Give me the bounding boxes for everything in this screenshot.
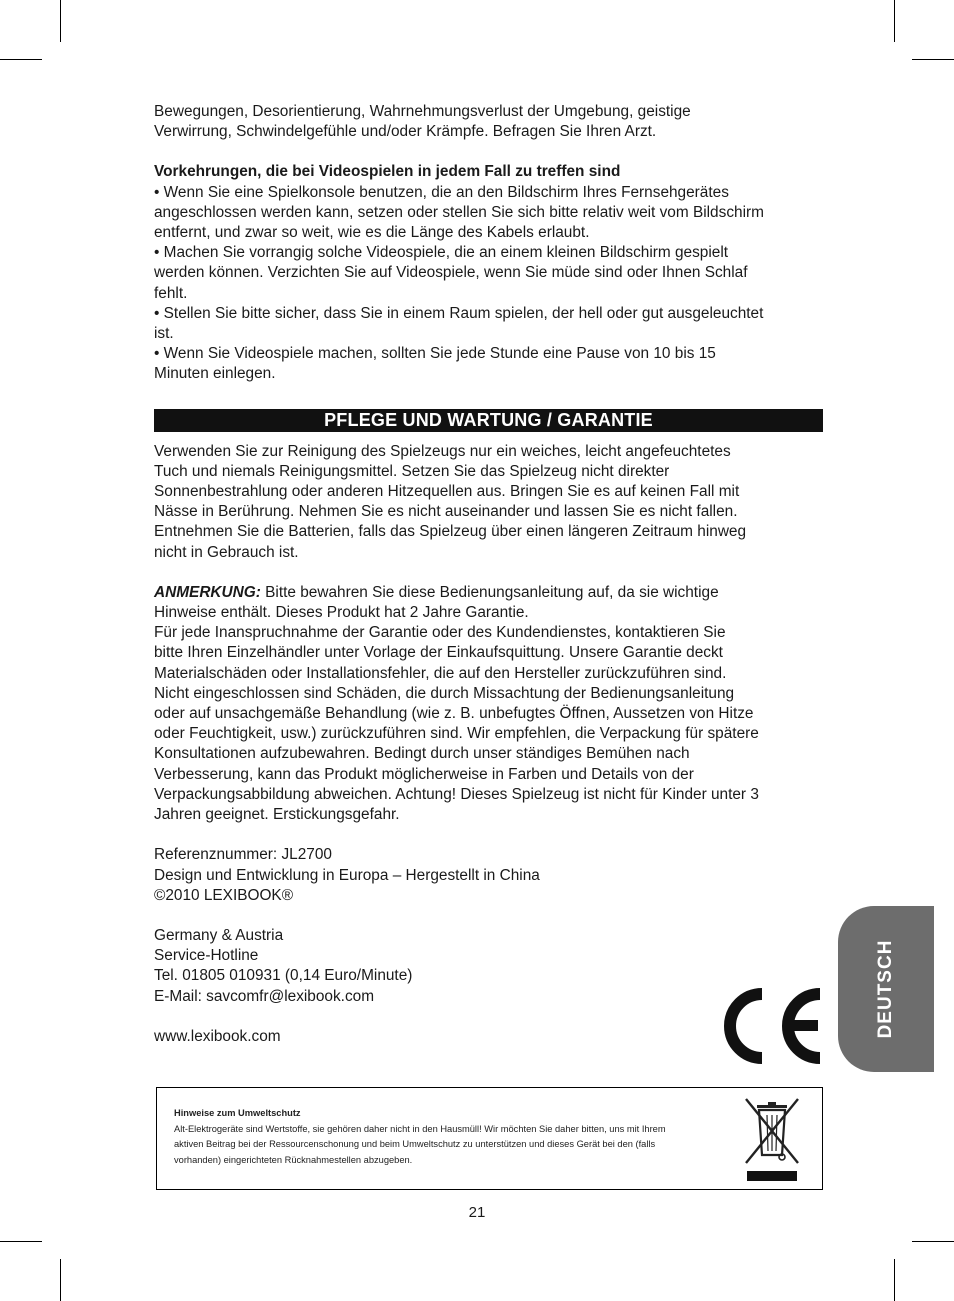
bullet-line: entfernt, und zwar so weit, wie es die Länge des Kabels erlaubt. xyxy=(154,224,590,242)
reference-number: Referenznummer: JL2700 xyxy=(154,846,332,864)
care-line: Sonnenbestrahlung oder anderen Hitzequellen aus. Bringen Sie es auf keinen Fall mit xyxy=(154,483,740,501)
note-first-line xyxy=(154,583,826,603)
bullet-line: werden können. Verzichten Sie auf Videospiele, wenn Sie müde sind oder Ihnen Schlaf xyxy=(154,264,748,282)
crop-mark xyxy=(912,59,954,60)
language-tab xyxy=(838,906,934,1072)
contact-email: E-Mail: savcomfr@lexibook.com xyxy=(154,987,375,1005)
crop-mark xyxy=(912,1241,954,1242)
note-label: ANMERKUNG: xyxy=(154,583,261,601)
crop-mark xyxy=(0,1241,42,1242)
crop-mark xyxy=(894,0,895,42)
contact-tel: Tel. 01805 010931 (0,14 Euro/Minute) xyxy=(154,967,413,985)
note-line: Jahren geeignet. Erstickungsgefahr. xyxy=(154,806,400,824)
crossed-out-wheelie-bin-icon xyxy=(742,1097,802,1185)
environment-notice-line: Alt-Elektrogeräte sind Wertstoffe, sie gehören daher nicht in den Hausmüll! Wir möchten Sie daher bitten, uns mit Ihrem xyxy=(174,1123,666,1134)
website-link: www.lexibook.com xyxy=(154,1027,281,1045)
environment-notice-line: vorhanden) eingerichteten Rücknahmestellen abzugeben. xyxy=(174,1154,413,1165)
crop-mark xyxy=(60,0,61,42)
page-content xyxy=(154,102,826,1047)
bullet-line: angeschlossen werden kann, setzen oder stellen Sie sich bitte relativ weit vom Bildschirm xyxy=(154,203,764,221)
section-title-bar: PFLEGE UND WARTUNG / GARANTIE xyxy=(154,409,823,432)
care-line: Nässe in Berührung. Nehmen Sie es nicht auseinander und lassen Sie es nicht fallen. xyxy=(154,503,738,521)
note-line: Konsultationen aufzubewahren. Bedingt durch unser ständiges Bemühen nach xyxy=(154,745,690,763)
contact-hotline: Service-Hotline xyxy=(154,947,259,965)
note-line: Hinweise enthält. Dieses Produkt hat 2 Jahre Garantie. xyxy=(154,604,529,622)
note-line: Für jede Inanspruchnahme der Garantie oder des Kundendienstes, kontaktieren Sie xyxy=(154,624,726,642)
note-line: oder auf unsachgemäße Behandlung (wie z. B. unbefugtes Öffnen, Aussetzen von Hitze xyxy=(154,705,754,723)
precautions-heading: Vorkehrungen, die bei Videospielen in jedem Fall zu treffen sind xyxy=(154,163,621,181)
bullet-line: Minuten einlegen. xyxy=(154,365,276,383)
contact-region: Germany & Austria xyxy=(154,926,284,944)
crop-mark xyxy=(60,1259,61,1301)
crop-mark xyxy=(894,1259,895,1301)
language-tab-label: DEUTSCH xyxy=(875,939,896,1039)
bullet-line: • Stellen Sie bitte sicher, dass Sie in einem Raum spielen, der hell oder gut ausgeleuchtet xyxy=(154,304,764,322)
note-text: Bitte bewahren Sie diese Bedienungsanleitung auf, da sie wichtige xyxy=(260,583,719,601)
care-line: Tuch und niemals Reinigungsmittel. Setzen Sie das Spielzeug nicht direkter xyxy=(154,462,670,480)
page-number: 21 xyxy=(468,1204,486,1221)
bullet-line: fehlt. xyxy=(154,284,188,302)
note-line: Nicht eingeschlossen sind Schäden, die durch Missachtung der Bedienungsanleitung xyxy=(154,684,735,702)
bullet-line: • Wenn Sie Videospiele machen, sollten Sie jede Stunde eine Pause von 10 bis 15 xyxy=(154,345,716,363)
note-line: oder Feuchtigkeit, usw.) zurückzuführen sind. Wir empfehlen, die Verpackung für spätere xyxy=(154,725,759,743)
care-line: Verwenden Sie zur Reinigung des Spielzeugs nur ein weiches, leicht angefeuchtetes xyxy=(154,442,731,460)
bullet-line: ist. xyxy=(154,325,174,343)
environment-notice-title: Hinweise zum Umweltschutz xyxy=(174,1108,301,1118)
bullet-line: • Wenn Sie eine Spielkonsole benutzen, die an den Bildschirm Ihres Fernsehgerätes xyxy=(154,183,729,201)
design-origin: Design und Entwicklung in Europa – Hergestellt in China xyxy=(154,866,540,884)
environment-notice xyxy=(156,1087,823,1190)
intro-line: Verwirrung, Schwindelgefühle und/oder Krämpfe. Befragen Sie Ihren Arzt. xyxy=(154,123,657,141)
note-line: Verbesserung, kann das Produkt möglicherweise in Farben und Details von der xyxy=(154,765,694,783)
note-line: Materialschäden oder Installationsfehler, die auf den Hersteller zurückzuführen sind. xyxy=(154,664,727,682)
intro-line: Bewegungen, Desorientierung, Wahrnehmungsverlust der Umgebung, geistige xyxy=(154,103,691,120)
copyright: ©2010 LEXIBOOK® xyxy=(154,886,294,904)
care-line: nicht in Gebrauch ist. xyxy=(154,543,299,561)
crop-mark xyxy=(0,59,42,60)
note-line: Verpackungsabbildung abweichen. Achtung! Dieses Spielzeug ist nicht für Kinder unter 3 xyxy=(154,785,759,803)
environment-notice-text xyxy=(174,1106,719,1168)
ce-mark-icon xyxy=(716,986,828,1066)
environment-notice-line: aktiven Beitrag bei der Ressourcenschonung und beim Umweltschutz zu unterstützen und dieses Gerät bei den (falls xyxy=(174,1139,656,1150)
note-line: bitte Ihren Einzelhändler unter Vorlage der Einkaufsquittung. Unsere Garantie deckt xyxy=(154,644,723,662)
care-line: Entnehmen Sie die Batterien, falls das Spielzeug über einen längeren Zeitraum hinweg xyxy=(154,523,747,541)
bullet-line: • Machen Sie vorrangig solche Videospiele, die an einem kleinen Bildschirm gespielt xyxy=(154,244,729,262)
